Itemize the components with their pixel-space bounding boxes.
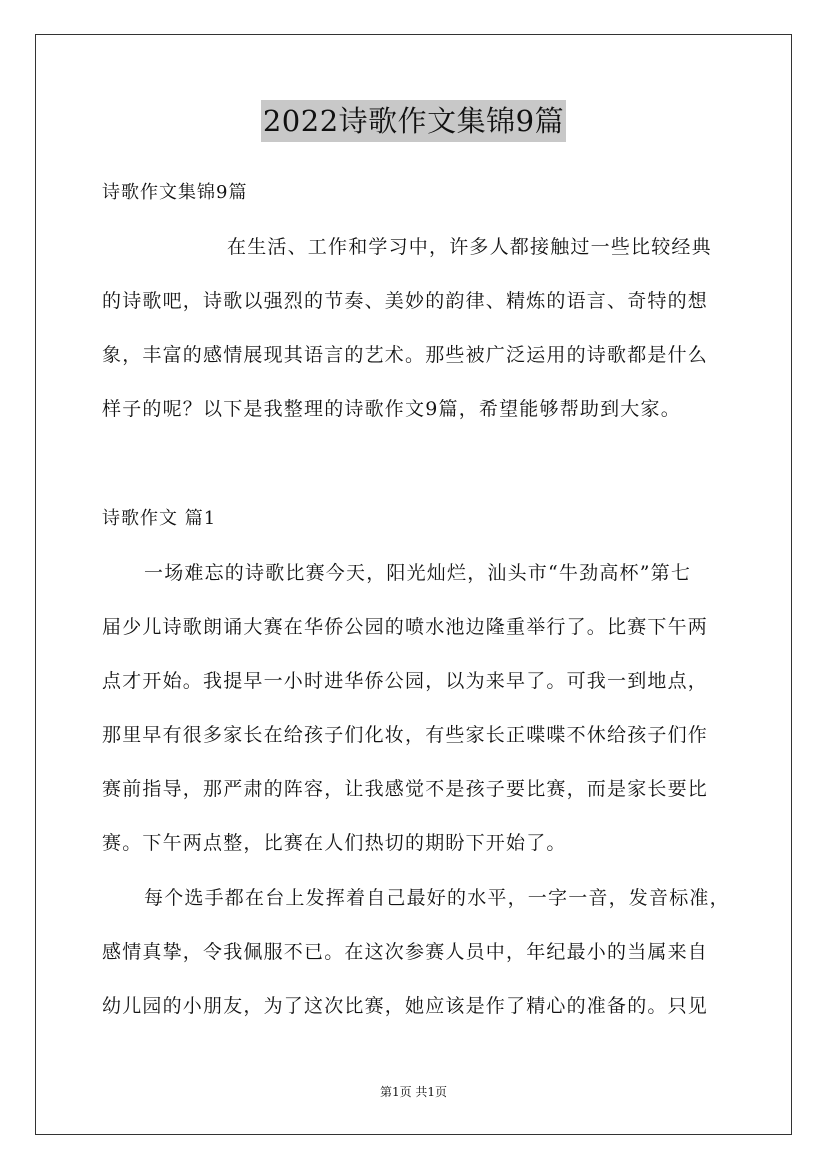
intro-line: 样子的呢？以下是我整理的诗歌作文9篇，希望能够帮助到大家。 <box>102 398 681 420</box>
paragraph-line: 幼儿园的小朋友，为了这次比赛，她应该是作了精心的准备的。只见 <box>102 995 709 1017</box>
body-paragraph-1 <box>102 546 732 870</box>
body-paragraph-2 <box>102 871 732 1033</box>
intro-line: 象，丰富的感情展现其语言的艺术。那些被广泛运用的诗歌都是什么 <box>102 344 709 366</box>
intro-paragraph <box>102 220 732 436</box>
document-title: 2022诗歌作文集锦9篇 <box>261 100 566 142</box>
paragraph-line: 赛。下午两点整，比赛在人们热切的期盼下开始了。 <box>102 832 567 854</box>
paragraph-line: 赛前指导，那严肃的阵容，让我感觉不是孩子要比赛，而是家长要比 <box>102 778 709 800</box>
paragraph-line: 点才开始。我提早一小时进华侨公园，以为来早了。可我一到地点， <box>102 670 709 692</box>
document-subtitle: 诗歌作文集锦9篇 <box>102 182 248 203</box>
paragraph-line: 一场难忘的诗歌比赛今天，阳光灿烂，汕头市“牛劲高杯”第七 <box>144 562 692 584</box>
intro-line: 的诗歌吧，诗歌以强烈的节奏、美妙的韵律、精炼的语言、奇特的想 <box>102 290 709 312</box>
page-footer: 第1页 共1页 <box>379 1085 448 1099</box>
section-heading: 诗歌作文 篇1 <box>102 508 217 529</box>
paragraph-line: 届少儿诗歌朗诵大赛在华侨公园的喷水池边隆重举行了。比赛下午两 <box>102 616 709 638</box>
title-container <box>0 100 827 142</box>
paragraph-line: 感情真挚，令我佩服不已。在这次参赛人员中，年纪最小的当属来自 <box>102 941 709 963</box>
paragraph-line: 那里早有很多家长在给孩子们化妆，有些家长正喋喋不休给孩子们作 <box>102 724 709 746</box>
intro-line: 在生活、工作和学习中，许多人都接触过一些比较经典 <box>227 236 712 258</box>
paragraph-line: 每个选手都在台上发挥着自己最好的水平，一字一音，发音标准， <box>144 887 730 909</box>
